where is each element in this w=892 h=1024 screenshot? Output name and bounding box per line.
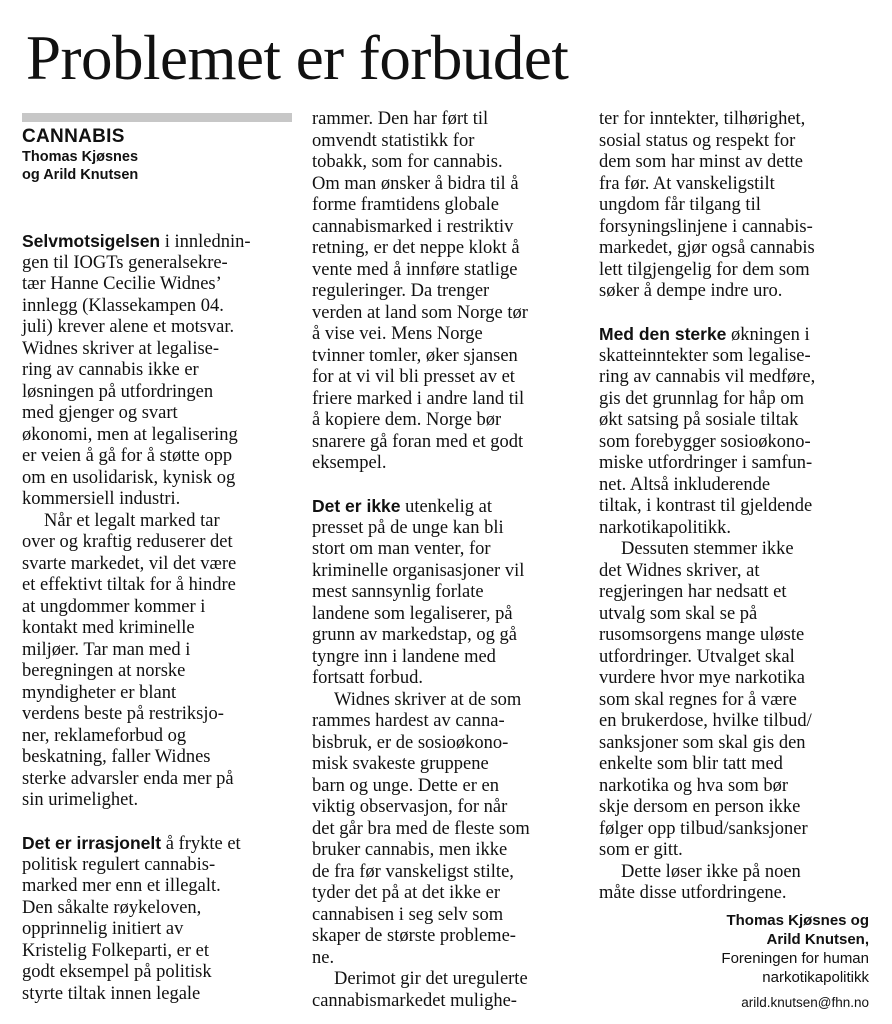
text-line <box>312 776 582 798</box>
text-line <box>22 446 292 468</box>
line-text: sosial status og respekt for <box>599 130 796 151</box>
line-text: verdens beste på restriksjo- <box>22 704 224 724</box>
text-line <box>599 367 869 389</box>
text-line <box>599 496 869 518</box>
paragraph-lead: Det er irrasjonelt <box>22 833 162 853</box>
line-text: regjeringen har nedsatt et <box>599 582 787 602</box>
text-line <box>312 840 582 862</box>
article-column-2 <box>312 109 582 1012</box>
text-line <box>312 496 582 518</box>
line-text: en brukerdose, hvilke tilbud/ <box>599 711 812 731</box>
text-line <box>312 733 582 755</box>
line-text: bruker cannabis, men ikke <box>312 840 508 860</box>
text-line <box>599 625 869 647</box>
line-text: retning, er det neppe klokt å <box>312 238 520 258</box>
text-line <box>22 661 292 683</box>
text-line <box>22 984 292 1006</box>
line-text: narkotikapolitikk. <box>599 517 732 538</box>
line-text: mest sannsynlig forlate <box>312 582 484 602</box>
line-text: omvendt statistikk for <box>312 130 475 151</box>
headline: Problemet er forbudet <box>26 23 569 93</box>
text-line <box>312 948 582 970</box>
paragraph-gap <box>599 303 869 325</box>
line-text: styrte tiltak innen legale <box>22 983 201 1004</box>
text-line <box>312 582 582 604</box>
line-text: ne. <box>312 947 335 968</box>
text-line <box>22 726 292 748</box>
text-line <box>22 296 292 318</box>
line-text: ring av cannabis vil medføre, <box>599 367 816 387</box>
text-line <box>599 281 869 303</box>
text-line <box>599 131 869 153</box>
line-text: at ungdommer kommer i <box>22 596 206 617</box>
text-line <box>22 425 292 447</box>
text-line <box>312 905 582 927</box>
line-text: å frykte et <box>161 834 241 854</box>
line-text: snarere gå foran med et godt <box>312 431 524 452</box>
text-line <box>312 367 582 389</box>
text-line <box>312 389 582 411</box>
byline-spacer <box>22 184 292 231</box>
signature-email[interactable]: arild.knutsen@fhn.no <box>741 994 869 1010</box>
text-line <box>22 876 292 898</box>
line-text: cannabisen i seg selv som <box>312 904 504 925</box>
text-line <box>22 790 292 812</box>
text-line <box>312 174 582 196</box>
signature-name-1: Thomas Kjøsnes og <box>726 911 869 929</box>
line-text: ungdom får tilgang til <box>599 195 761 215</box>
text-line <box>312 518 582 540</box>
line-text: Dette løser ikke på noen <box>621 861 801 882</box>
text-line <box>599 238 869 260</box>
text-line <box>599 453 869 475</box>
column-2-text <box>312 109 582 1012</box>
line-text: forsyningslinjene i cannabis- <box>599 216 813 237</box>
text-line <box>599 797 869 819</box>
line-text: tyngre inn i landene med <box>312 646 496 667</box>
paragraph-lead: Det er ikke <box>312 496 401 516</box>
text-line <box>599 475 869 497</box>
line-text: Den såkalte røykeloven, <box>22 897 202 918</box>
line-text: friere marked i andre land til <box>312 388 525 409</box>
text-line <box>599 733 869 755</box>
text-line <box>312 561 582 583</box>
line-text: rammes hardest av canna- <box>312 711 505 731</box>
text-line <box>599 582 869 604</box>
text-line <box>22 597 292 619</box>
text-line <box>312 690 582 712</box>
text-line <box>312 346 582 368</box>
line-text: barn og unge. Dette er en <box>312 775 499 796</box>
text-line <box>599 840 869 862</box>
text-line <box>22 575 292 597</box>
line-text: å kopiere dem. Norge bør <box>312 410 502 430</box>
text-line <box>599 561 869 583</box>
text-line <box>22 317 292 339</box>
column-1-text <box>22 231 292 1005</box>
line-text: utenkelig at <box>400 497 492 517</box>
line-text: lett tilgjengelig for dem som <box>599 259 810 280</box>
line-text: eksempel. <box>312 453 387 473</box>
line-text: skje dersom en person ikke <box>599 797 801 817</box>
text-line <box>22 554 292 576</box>
column-3-text <box>599 109 869 905</box>
line-text: godt eksempel på politisk <box>22 962 212 982</box>
line-text: i innlednin- <box>160 232 251 252</box>
line-text: utvalg som skal se på <box>599 603 758 624</box>
text-line <box>599 668 869 690</box>
text-line <box>22 833 292 855</box>
line-text: landene som legaliserer, på <box>312 603 513 624</box>
text-line <box>312 926 582 948</box>
text-line <box>22 747 292 769</box>
line-text: utfordringer. Utvalget skal <box>599 646 795 667</box>
line-text: ner, reklameforbud og <box>22 725 187 746</box>
line-text: juli) krever alene et motsvar. <box>22 317 235 337</box>
line-text: ter for inntekter, tilhørighet, <box>599 109 806 129</box>
text-line <box>22 511 292 533</box>
byline-box <box>22 113 292 184</box>
line-text: tyder det på at det ikke er <box>312 883 500 903</box>
line-text: måte disse utfordringene. <box>599 883 787 903</box>
text-line <box>22 640 292 662</box>
signature-org-2: narkotikapolitikk <box>762 968 869 986</box>
line-text: Når et legalt marked tar <box>44 510 220 531</box>
text-line <box>599 776 869 798</box>
line-text: cannabismarkedet mulighe- <box>312 990 517 1011</box>
line-text: er veien å gå for å støtte opp <box>22 446 233 466</box>
text-line <box>599 604 869 626</box>
line-text: presset på de unge kan bli <box>312 517 504 538</box>
line-text: økt satsing på sosiale tiltak <box>599 410 799 430</box>
line-text: rammer. Den har ført til <box>312 109 489 129</box>
line-text: markedet, gjør også cannabis <box>599 238 815 258</box>
line-text: rusomsorgens mange uløste <box>599 625 805 645</box>
text-line <box>312 281 582 303</box>
text-line <box>312 668 582 690</box>
line-text: å vise vei. Mens Norge <box>312 324 483 344</box>
text-line <box>22 941 292 963</box>
line-text: bisbruk, er de sosioøkono- <box>312 732 509 753</box>
text-line <box>22 382 292 404</box>
text-line <box>312 109 582 131</box>
text-line <box>599 195 869 217</box>
text-line <box>312 604 582 626</box>
line-text: myndigheter er blant <box>22 682 177 703</box>
text-line <box>22 403 292 425</box>
line-text: Om man ønsker å bidra til å <box>312 173 519 194</box>
text-line <box>312 647 582 669</box>
text-line <box>312 711 582 733</box>
text-line <box>312 217 582 239</box>
text-line <box>22 468 292 490</box>
line-text: følger opp tilbud/sanksjoner <box>599 818 808 839</box>
line-text: kontakt med kriminelle <box>22 618 195 638</box>
text-line <box>312 131 582 153</box>
article-column-1 <box>22 109 292 1005</box>
text-line <box>599 711 869 733</box>
byline-author-2: og Arild Knutsen <box>22 167 139 183</box>
text-line <box>312 410 582 432</box>
line-text: miljøer. Tar man med i <box>22 639 191 660</box>
text-line <box>22 489 292 511</box>
line-text: søker å dempe indre uro. <box>599 281 783 301</box>
line-text: verden at land som Norge tør <box>312 302 528 323</box>
paragraph-lead: Med den sterke <box>599 324 727 344</box>
signature-name-2: Arild Knutsen, <box>766 930 869 948</box>
line-text: miske utfordringer i samfun- <box>599 453 813 473</box>
text-line <box>599 217 869 239</box>
line-text: sin urimelighet. <box>22 790 139 810</box>
text-line <box>599 346 869 368</box>
text-line <box>599 432 869 454</box>
line-text: det går bra med de fleste som <box>312 818 530 839</box>
text-line <box>599 324 869 346</box>
line-text: svarte markedet, vil det være <box>22 553 237 574</box>
line-text: fra før. At vanskeligstilt <box>599 173 775 194</box>
line-text: det Widnes skriver, at <box>599 560 760 581</box>
line-text: Kristelig Folkeparti, er et <box>22 940 210 961</box>
text-line <box>599 518 869 540</box>
text-line <box>312 432 582 454</box>
line-text: kriminelle organisasjoner vil <box>312 560 525 581</box>
line-text: forme framtidens globale <box>312 195 499 215</box>
text-line <box>22 855 292 877</box>
line-text: over og kraftig reduserer det <box>22 532 233 552</box>
paragraph-gap <box>22 812 292 834</box>
line-text: vurdere hvor mye narkotika <box>599 668 805 688</box>
text-line <box>599 647 869 669</box>
text-line <box>22 898 292 920</box>
line-text: Dessuten stemmer ikke <box>621 539 794 559</box>
text-line <box>312 862 582 884</box>
signature-org-1: Foreningen for human <box>721 949 869 967</box>
text-line <box>22 769 292 791</box>
text-line <box>599 152 869 174</box>
text-line <box>312 797 582 819</box>
text-line <box>22 683 292 705</box>
text-line <box>312 238 582 260</box>
line-text: tobakk, som for cannabis. <box>312 152 503 172</box>
text-line <box>312 883 582 905</box>
line-text: grunn av markedstap, og gå <box>312 625 517 645</box>
text-line <box>22 231 292 253</box>
text-line <box>22 339 292 361</box>
text-line <box>312 991 582 1013</box>
text-line <box>312 453 582 475</box>
line-text: politisk regulert cannabis- <box>22 854 216 875</box>
line-text: Widnes skriver at de som <box>334 689 522 710</box>
line-text: tvinner tomler, øker sjansen <box>312 345 518 366</box>
line-text: narkotika og hva som bør <box>599 775 789 796</box>
line-text: enkelte som blir tatt med <box>599 754 783 774</box>
line-text: kommersiell industri. <box>22 489 181 509</box>
text-line <box>312 195 582 217</box>
line-text: for at vi vil bli presset av et <box>312 367 515 387</box>
text-line <box>599 174 869 196</box>
line-text: sanksjoner som skal gis den <box>599 732 806 753</box>
text-line <box>599 862 869 884</box>
text-line <box>312 969 582 991</box>
line-text: økonomi, men at legalisering <box>22 424 238 445</box>
line-text: om en usolidarisk, kynisk og <box>22 467 236 488</box>
text-line <box>22 962 292 984</box>
line-text: beskatning, faller Widnes <box>22 747 211 767</box>
text-line <box>22 253 292 275</box>
byline-author-1: Thomas Kjøsnes <box>22 149 139 165</box>
text-line <box>22 919 292 941</box>
line-text: cannabismarked i restriktiv <box>312 216 514 237</box>
line-text: stort om man venter, for <box>312 539 491 559</box>
text-line <box>312 819 582 841</box>
text-line <box>599 260 869 282</box>
line-text: løsningen på utfordringen <box>22 381 214 402</box>
line-text: gen til IOGTs generalsekre- <box>22 252 228 273</box>
text-line <box>599 109 869 131</box>
paragraph-lead: Selvmotsigelsen <box>22 231 161 251</box>
text-line <box>599 690 869 712</box>
line-text: fortsatt forbud. <box>312 668 423 688</box>
text-line <box>312 625 582 647</box>
text-line <box>22 360 292 382</box>
text-line <box>599 410 869 432</box>
text-line <box>312 303 582 325</box>
line-text: viktig observasjon, for når <box>312 797 508 817</box>
line-text: som er gitt. <box>599 840 683 860</box>
line-text: sterke advarsler enda mer på <box>22 768 234 789</box>
line-text: tær Hanne Cecilie Widnes’ <box>22 274 222 294</box>
line-text: Derimot gir det uregulerte <box>334 969 528 989</box>
text-line <box>312 324 582 346</box>
line-text: skaper de største probleme- <box>312 926 516 946</box>
line-text: Widnes skriver at legalise- <box>22 338 220 359</box>
line-text: vente med å innføre statlige <box>312 259 518 280</box>
text-line <box>312 754 582 776</box>
text-line <box>599 883 869 905</box>
text-line <box>599 539 869 561</box>
text-line <box>599 389 869 411</box>
line-text: økningen i <box>726 325 810 345</box>
line-text: tiltak, i kontrast til gjeldende <box>599 496 813 516</box>
text-line <box>312 152 582 174</box>
line-text: opprinnelig initiert av <box>22 919 184 939</box>
line-text: de fra før vanskeligst stilte, <box>312 861 514 882</box>
line-text: som skal regnes for å være <box>599 689 797 710</box>
line-text: innlegg (Klassekampen 04. <box>22 295 224 316</box>
line-text: ring av cannabis ikke er <box>22 360 199 380</box>
line-text: net. Altså inkluderende <box>599 474 771 495</box>
line-text: et effektivt tiltak for å hindre <box>22 575 236 595</box>
line-text: misk svakeste gruppene <box>312 754 489 774</box>
text-line <box>599 754 869 776</box>
line-text: dem som har minst av dette <box>599 152 803 172</box>
line-text: med gjenger og svart <box>22 403 178 423</box>
line-text: som forebygger sosioøkono- <box>599 431 811 452</box>
text-line <box>22 618 292 640</box>
text-line <box>22 704 292 726</box>
text-line <box>22 274 292 296</box>
line-text: gis det grunnlag for håp om <box>599 388 804 409</box>
text-line <box>312 260 582 282</box>
paragraph-gap <box>312 475 582 497</box>
line-text: marked mer enn et illegalt. <box>22 876 221 896</box>
text-line <box>599 819 869 841</box>
text-line <box>22 532 292 554</box>
line-text: reguleringer. Da trenger <box>312 281 490 301</box>
line-text: beregningen at norske <box>22 661 186 681</box>
article-column-3 <box>599 109 869 1012</box>
line-text: skatteinntekter som legalise- <box>599 345 811 366</box>
text-line <box>312 539 582 561</box>
section-tag: CANNABIS <box>22 126 125 147</box>
